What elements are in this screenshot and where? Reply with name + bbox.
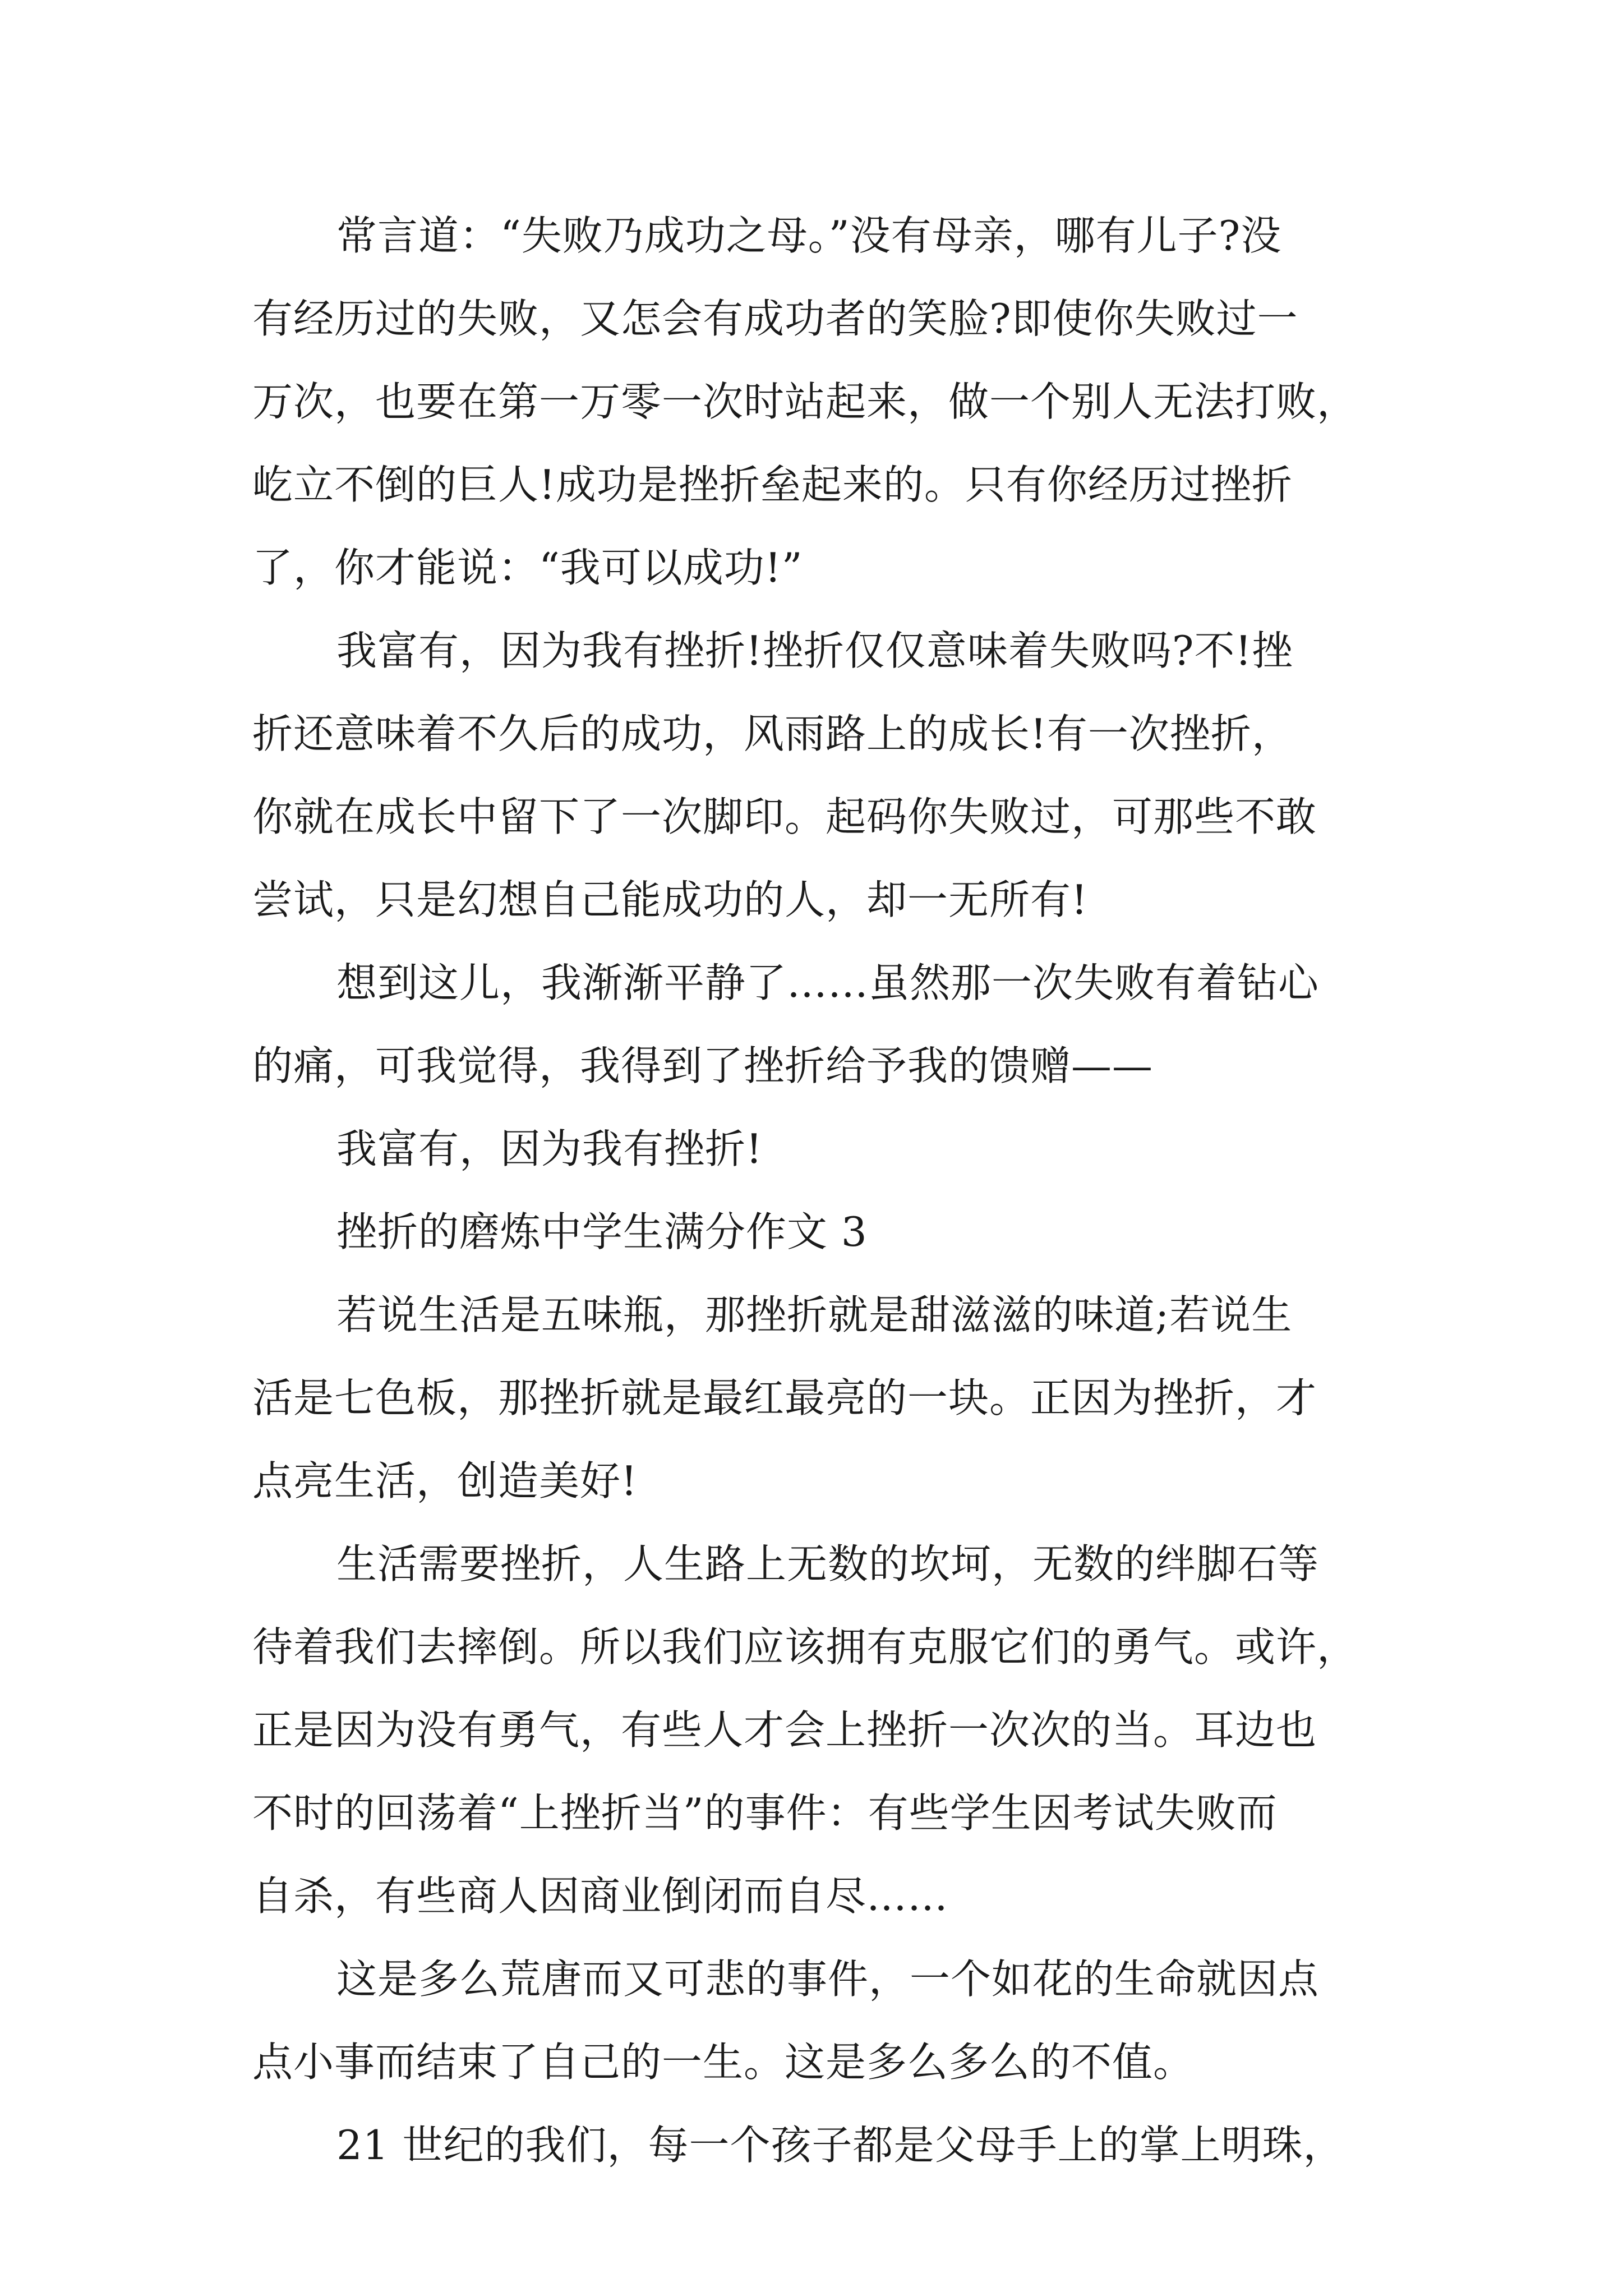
paragraph-line: 了，你才能说：“我可以成功!” <box>252 544 803 591</box>
paragraph-line: 不时的回荡着“上挫折当”的事件：有些学生因考试失败而 <box>252 1789 1278 1837</box>
paragraph-line: 常言道：“失败乃成功之母。”没有母亲，哪有儿子?没 <box>336 212 1282 259</box>
section-title: 挫折的磨炼中学生满分作文 3 <box>336 1208 868 1255</box>
paragraph-line: 屹立不倒的巨人!成功是挫折垒起来的。只有你经历过挫折 <box>252 461 1293 508</box>
paragraph-line: 万次，也要在第一万零一次时站起来，做一个别人无法打败， <box>252 378 1358 425</box>
paragraph-line: 点亮生活，创造美好! <box>252 1457 638 1504</box>
paragraph-line: 待着我们去摔倒。所以我们应该拥有克服它们的勇气。或许， <box>252 1623 1358 1671</box>
paragraph-line: 点小事而结束了自己的一生。这是多么多么的不值。 <box>252 2039 1195 2086</box>
paragraph-line: 这是多么荒唐而又可悲的事件，一个如花的生命就因点 <box>336 1955 1320 2003</box>
paragraph-line: 有经历过的失败，又怎会有成功者的笑脸?即使你失败过一 <box>252 295 1298 342</box>
paragraph-line: 若说生活是五味瓶，那挫折就是甜滋滋的味道;若说生 <box>336 1291 1293 1338</box>
paragraph-line: 自杀，有些商人因商业倒闭而自尽…… <box>252 1872 949 1920</box>
paragraph-line: 我富有，因为我有挫折!挫折仅仅意味着失败吗?不!挫 <box>336 627 1293 674</box>
paragraph-line: 我富有，因为我有挫折! <box>336 1125 763 1172</box>
paragraph-line: 正是因为没有勇气，有些人才会上挫折一次次的当。耳边也 <box>252 1706 1317 1754</box>
paragraph-line: 生活需要挫折，人生路上无数的坎坷，无数的绊脚石等 <box>336 1540 1320 1588</box>
paragraph-line: 21 世纪的我们，每一个孩子都是父母手上的掌上明珠， <box>336 2122 1344 2169</box>
paragraph-line: 的痛，可我觉得，我得到了挫折给予我的馈赠—— <box>252 1042 1154 1089</box>
paragraph-line: 你就在成长中留下了一次脚印。起码你失败过，可那些不敢 <box>252 793 1317 840</box>
paragraph-line: 尝试，只是幻想自己能成功的人，却一无所有! <box>252 876 1088 923</box>
paragraph-line: 想到这儿，我渐渐平静了……虽然那一次失败有着钻心 <box>336 959 1320 1006</box>
paragraph-line: 折还意味着不久后的成功，风雨路上的成长!有一次挫折， <box>252 710 1293 757</box>
paragraph-line: 活是七色板，那挫折就是最红最亮的一块。正因为挫折，才 <box>252 1374 1317 1421</box>
